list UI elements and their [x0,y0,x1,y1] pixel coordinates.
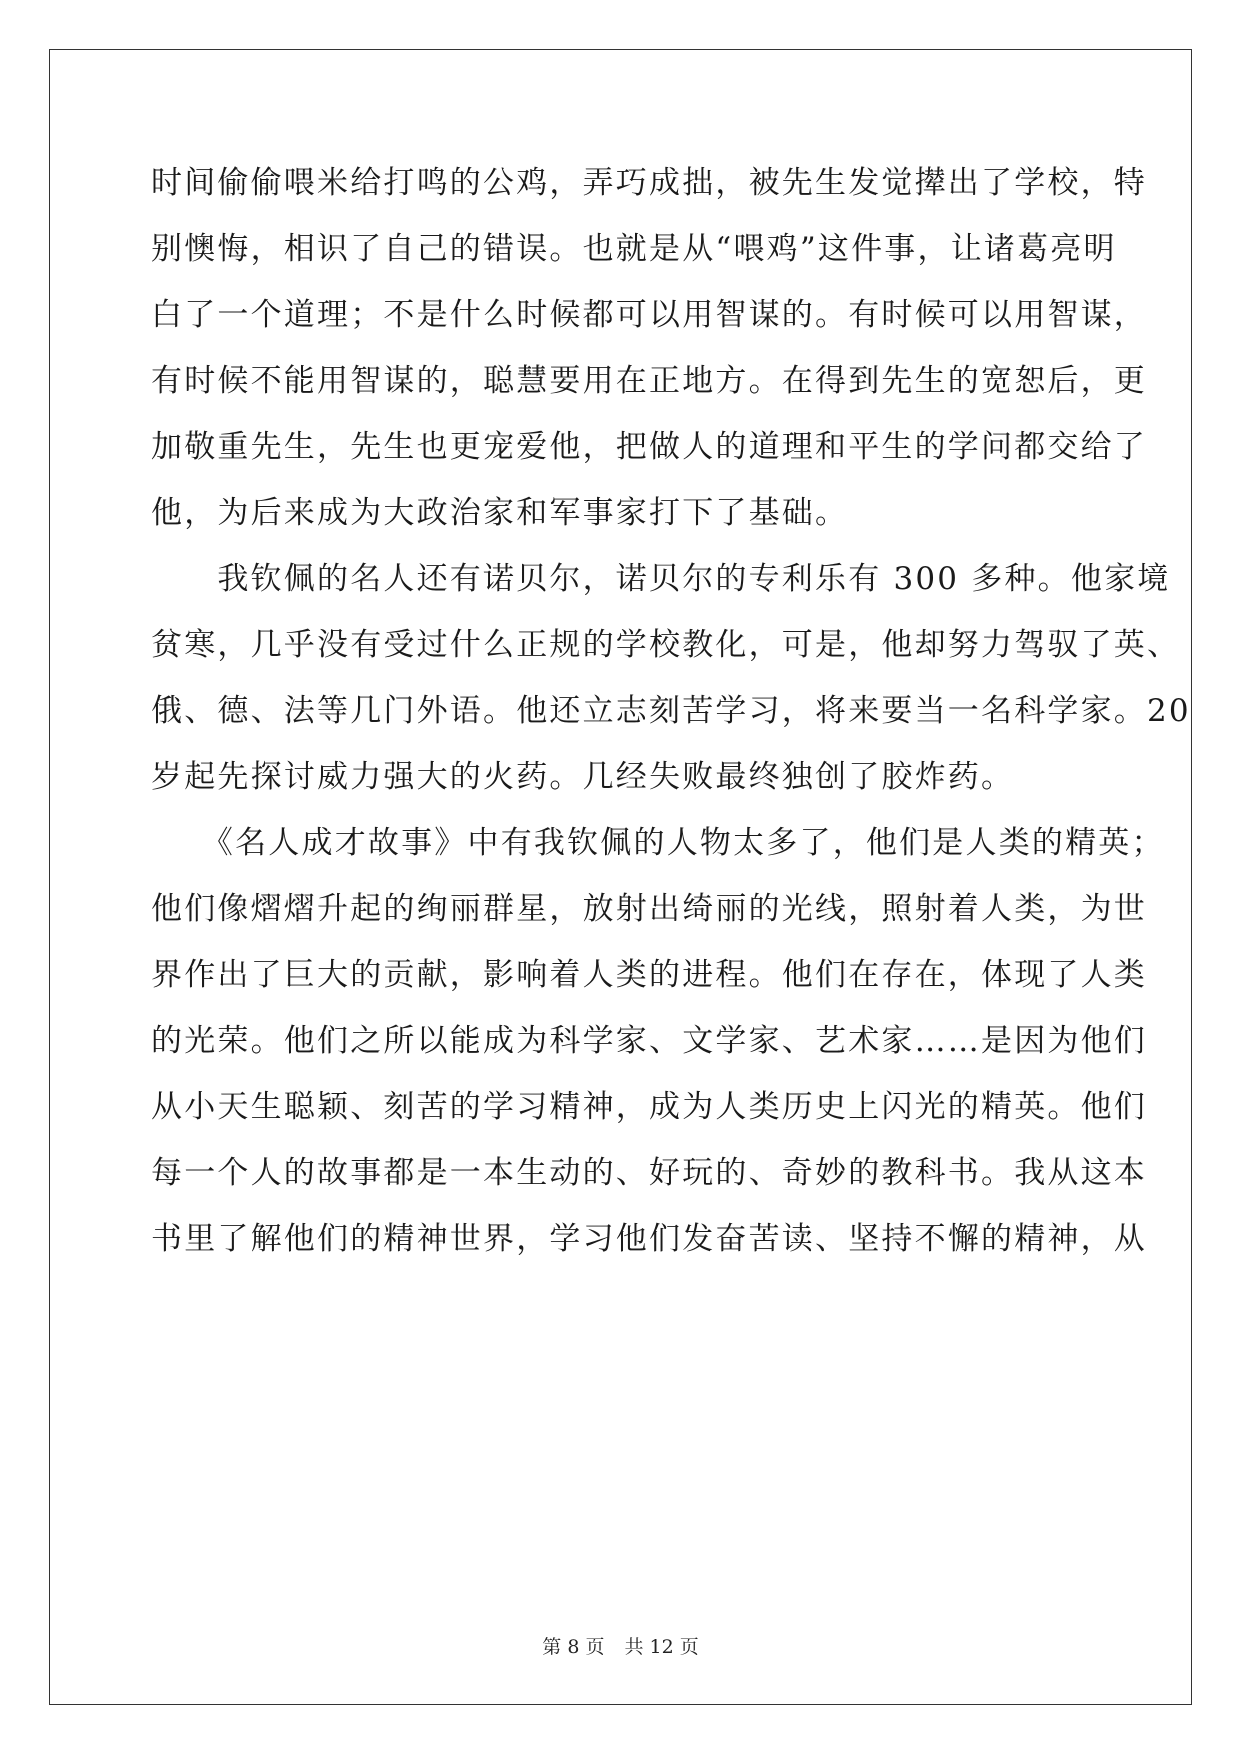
page-total: 共 12 页 [624,1636,699,1658]
text-line: 别懊悔，相识了自己的错误。也就是从“喂鸡”这件事，让诸葛亮明 [151,231,1117,267]
text-line: 俄、德、法等几门外语。他还立志刻苦学习，将来要当一名科学家。20 [151,693,1191,729]
page-footer [0,1632,1241,1659]
text-line: 加敬重先生，先生也更宠爱他，把做人的道理和平生的学问都交给了 [151,429,1147,465]
text-line: 界作出了巨大的贡献，影响着人类的进程。他们在存在，体现了人类 [151,957,1147,993]
text-line: 时间偷偷喂米给打鸣的公鸡，弄巧成拙，被先生发觉撵出了学校，特 [151,165,1147,201]
document-body [151,150,1191,1272]
text-line: 每一个人的故事都是一本生动的、好玩的、奇妙的教科书。我从这本 [151,1155,1147,1191]
text-line: 他，为后来成为大政治家和军事家打下了基础。 [151,495,849,531]
text-line: 的光荣。他们之所以能成为科学家、文学家、艺术家……是因为他们 [151,1023,1147,1059]
text-line: 从小天生聪颖、刻苦的学习精神，成为人类历史上闪光的精英。他们 [151,1089,1147,1125]
text-line: 《名人成才故事》中有我钦佩的人物太多了，他们是人类的精英； [151,825,1165,861]
text-line: 白了一个道理；不是什么时候都可以用智谋的。有时候可以用智谋， [151,297,1147,333]
text-line: 我钦佩的名人还有诺贝尔，诺贝尔的专利乐有 300 多种。他家境 [151,561,1171,597]
text-line: 贫寒，几乎没有受过什么正规的学校教化，可是，他却努力驾驭了英、 [151,627,1181,663]
text-line: 岁起先探讨威力强大的火药。几经失败最终独创了胶炸药。 [151,759,1015,795]
page-number: 第 8 页 [542,1636,605,1658]
text-line: 书里了解他们的精神世界，学习他们发奋苦读、坚持不懈的精神，从 [151,1221,1147,1257]
text-line: 他们像熠熠升起的绚丽群星，放射出绮丽的光线，照射着人类，为世 [151,891,1147,927]
text-line: 有时候不能用智谋的，聪慧要用在正地方。在得到先生的宽恕后，更 [151,363,1147,399]
